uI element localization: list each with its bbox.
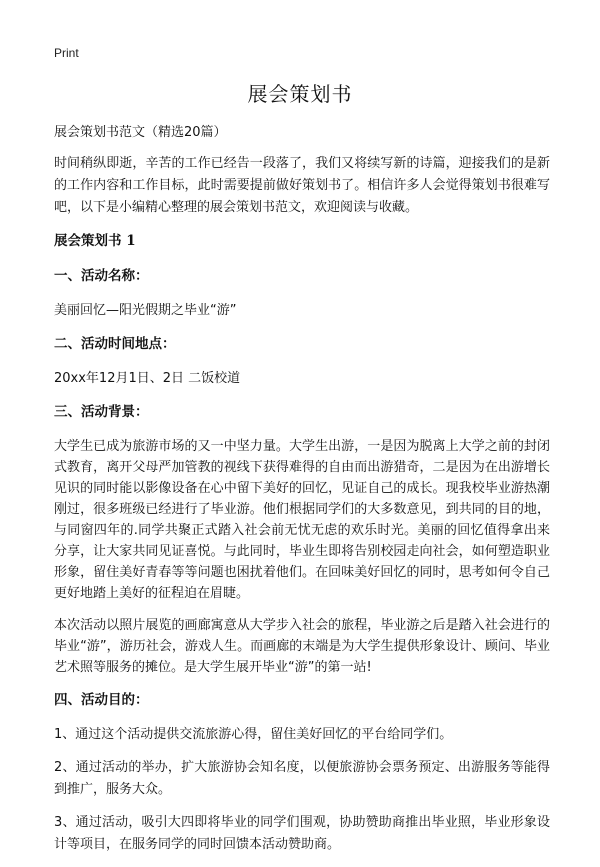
section-text-name: 美丽回忆—阳光假期之毕业“游”	[54, 303, 237, 318]
section-heading-name: 一、活动名称：	[54, 268, 149, 284]
section-heading-background: 三、活动背景：	[54, 404, 149, 420]
purpose-item-3: 3、通过活动，吸引大四即将毕业的同学们围观，协助赞助商推出毕业照，毕业形象设计等项目，在服务同学的同时回馈本活动赞助商。	[54, 815, 550, 852]
purpose-item-2: 2、通过活动的举办，扩大旅游协会知名度，以便旅游协会票务预定、出游服务等能得到推广，服务大众。	[54, 760, 550, 797]
print-link[interactable]: Print	[54, 46, 79, 60]
document-subtitle: 展会策划书范文（精选20篇）	[54, 125, 227, 140]
section-heading-purpose: 四、活动目的：	[54, 692, 149, 708]
section-heading-time: 二、活动时间地点：	[54, 336, 176, 352]
page-title: 展会策划书	[247, 82, 353, 106]
section-text-time: 20xx年12月1日、2日 二饭校道	[54, 371, 241, 386]
background-paragraph-1: 大学生已成为旅游市场的又一中坚力量。大学生出游，一是因为脱离上大学之前的封闭式教育，离开父母严加管教的视线下获得难得的自由而出游猎奇，二是因为在出游增长见识的同时能以影像设备在心中留下美好的回忆，见证自己的成长。现我校毕业游热潮刚过，很多班级已经进行了毕业游。他们根据同学们的大多数意见，到共同的目的地，与同窗四年的.同学共聚正式踏入社会前无忧无虑的欢乐时光。美丽的回忆值得拿出来分享，让大家共同见证喜悦。与此同时，毕业生即将告别校园走向社会，如何塑造职业形象，留住美好青春等等问题也困扰着他们。在回味美好回忆的同时，思考如何令自己更好地踏上美好的征程迫在眉睫。	[54, 439, 550, 601]
purpose-item-1: 1、通过这个活动提供交流旅游心得，留住美好回忆的平台给同学们。	[54, 727, 453, 742]
document-body	[54, 122, 550, 867]
intro-paragraph: 时间稍纵即逝，辛苦的工作已经告一段落了，我们又将续写新的诗篇，迎接我们的是新的工作内容和工作目标，此时需要提前做好策划书了。相信许多人会觉得策划书很难写吧，以下是小编精心整理的展会策划书范文，欢迎阅读与收藏。	[54, 156, 550, 215]
background-paragraph-2: 本次活动以照片展览的画廊寓意从大学步入社会的旅程，毕业游之后是踏入社会进行的毕业“游”，游历社会，游戏人生。而画廊的末端是为大学生提供形象设计、顾问、毕业艺术照等服务的摊位。是大学生展开毕业“游”的第一站!	[54, 618, 550, 675]
chapter-heading: 展会策划书 1	[54, 233, 136, 249]
